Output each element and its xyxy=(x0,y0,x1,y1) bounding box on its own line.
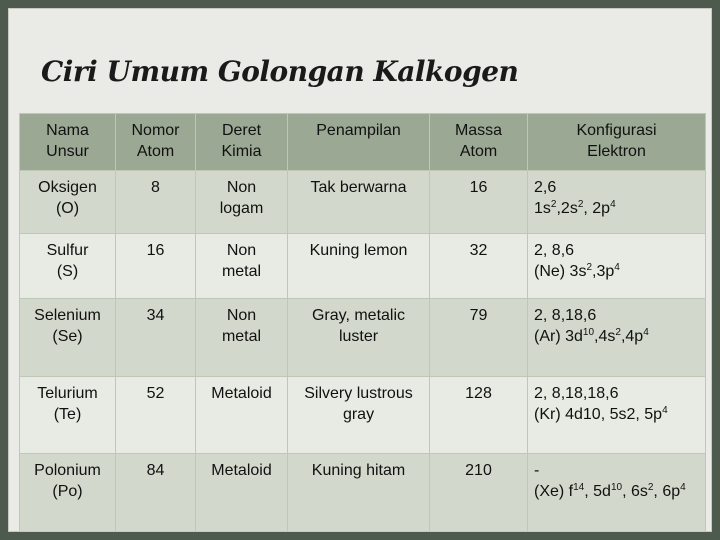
slide-title: Ciri Umum Golongan Kalkogen xyxy=(41,55,519,88)
cell-atomic-number: 34 xyxy=(116,299,196,376)
header-nomor-atom: Nomor Atom xyxy=(116,114,196,171)
cell-atomic-mass: 16 xyxy=(430,171,528,234)
cell-element-name: Telurium (Te) xyxy=(20,376,116,453)
cell-atomic-mass: 128 xyxy=(430,376,528,453)
cell-atomic-number: 84 xyxy=(116,453,196,532)
header-konfigurasi-elektron: Konfigurasi Elektron xyxy=(528,114,706,171)
table-row xyxy=(20,299,706,376)
slide xyxy=(8,8,712,532)
cell-element-name: Polonium (Po) xyxy=(20,453,116,532)
cell-atomic-number: 16 xyxy=(116,234,196,299)
cell-chemical-series: Non metal xyxy=(196,299,288,376)
table-row xyxy=(20,171,706,234)
cell-element-name: Sulfur (S) xyxy=(20,234,116,299)
cell-electron-configuration: - (Xe) $f^{14}$, $5d^{10}$, $6s^2$, $6p^4$ xyxy=(528,453,706,532)
cell-atomic-mass: 32 xyxy=(430,234,528,299)
header-massa-atom: Massa Atom xyxy=(430,114,528,171)
cell-appearance: Silvery lustrous gray xyxy=(288,376,430,453)
table-row xyxy=(20,453,706,532)
table-row xyxy=(20,376,706,453)
cell-element-name: Oksigen (O) xyxy=(20,171,116,234)
cell-appearance: Tak berwarna xyxy=(288,171,430,234)
cell-appearance: Kuning lemon xyxy=(288,234,430,299)
header-nama-unsur: Nama Unsur xyxy=(20,114,116,171)
cell-chemical-series: Non metal xyxy=(196,234,288,299)
header-penampilan: Penampilan xyxy=(288,114,430,171)
header-deret-kimia: Deret Kimia xyxy=(196,114,288,171)
table-row xyxy=(20,234,706,299)
cell-chemical-series: Metaloid xyxy=(196,453,288,532)
cell-electron-configuration: 2, 8,6 (Ne) $3s^2,3p^4$ xyxy=(528,234,706,299)
cell-atomic-number: 52 xyxy=(116,376,196,453)
cell-electron-configuration: 2,6 $1s^2,2s^2$, $2p^4$ xyxy=(528,171,706,234)
cell-appearance: Kuning hitam xyxy=(288,453,430,532)
cell-appearance: Gray, metalic luster xyxy=(288,299,430,376)
cell-atomic-number: 8 xyxy=(116,171,196,234)
cell-electron-configuration: 2, 8,18,6 (Ar) $3d^{10},4s^2,4p^4$ xyxy=(528,299,706,376)
cell-chemical-series: Metaloid xyxy=(196,376,288,453)
cell-element-name: Selenium (Se) xyxy=(20,299,116,376)
cell-atomic-mass: 79 xyxy=(430,299,528,376)
chalcogen-table xyxy=(19,113,706,532)
cell-chemical-series: Non logam xyxy=(196,171,288,234)
table-header-row xyxy=(20,114,706,171)
cell-electron-configuration: 2, 8,18,18,6 (Kr) 4d10, 5s2, $5p^4$ xyxy=(528,376,706,453)
cell-atomic-mass: 210 xyxy=(430,453,528,532)
